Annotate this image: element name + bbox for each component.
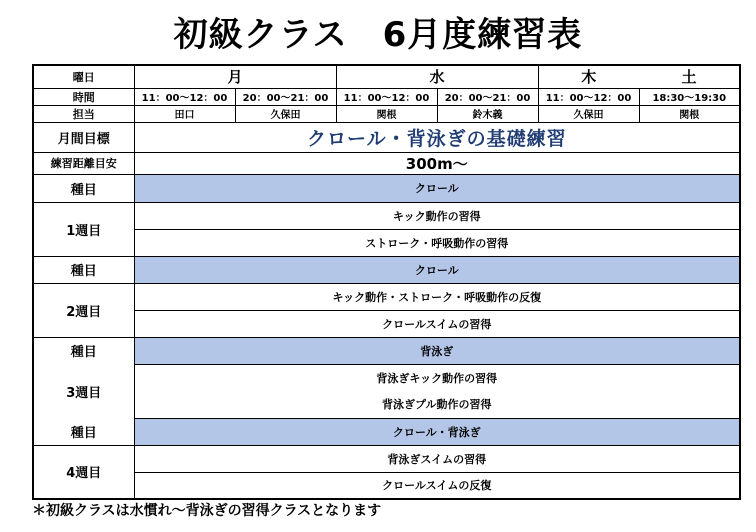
event-value: クロール: [134, 174, 740, 202]
time-cell: 11：00～12：00: [336, 88, 437, 105]
event-row: [33, 418, 740, 445]
week-item-row: [33, 472, 740, 499]
week-label: 2週目: [33, 283, 134, 337]
week-item: キック動作の習得: [134, 202, 740, 229]
week-label: 4週目: [33, 445, 134, 499]
day-saturday: 土: [639, 65, 740, 88]
day-monday: 月: [134, 65, 336, 88]
week-label: 3週目: [33, 364, 134, 418]
page-title: 初級クラス 6月度練習表: [173, 15, 583, 55]
time-cell: 18:30～19:30: [639, 88, 740, 105]
distance-row: [33, 152, 740, 174]
week-item: クロールスイムの習得: [134, 310, 740, 337]
distance-value: 300m～: [134, 152, 740, 174]
week-item: 背泳ぎスイムの習得: [134, 445, 740, 472]
week-item-row: [33, 391, 740, 418]
staff-cell: 久保田: [538, 105, 639, 122]
week-item-row: [33, 283, 740, 310]
event-value: クロール・背泳ぎ: [134, 418, 740, 445]
distance-label: 練習距離目安: [33, 152, 134, 174]
week-item-row: [33, 364, 740, 391]
monthly-goal-row: [33, 122, 740, 152]
footnote: ＊初級クラスは水慣れ～背泳ぎの習得クラスとなります: [32, 503, 382, 519]
staff-row: [33, 105, 740, 122]
week-item: キック動作・ストローク・呼吸動作の反復: [134, 283, 740, 310]
event-row: [33, 256, 740, 283]
week-item-row: [33, 310, 740, 337]
weekday-label: 曜日: [33, 65, 134, 88]
event-row: [33, 174, 740, 202]
time-cell: 20：00～21：00: [235, 88, 336, 105]
monthly-goal-label: 月間目標: [33, 122, 134, 152]
staff-cell: 久保田: [235, 105, 336, 122]
week-item: 背泳ぎプル動作の習得: [134, 391, 740, 418]
time-cell: 11：00～12：00: [538, 88, 639, 105]
time-cell: 20：00～21：00: [437, 88, 538, 105]
time-label: 時間: [33, 88, 134, 105]
event-value: 背泳ぎ: [134, 337, 740, 364]
week-item-row: [33, 202, 740, 229]
time-row: [33, 88, 740, 105]
event-label: 種目: [33, 174, 134, 202]
event-label: 種目: [33, 337, 134, 364]
staff-cell: 鈴木義: [437, 105, 538, 122]
staff-label: 担当: [33, 105, 134, 122]
week-item-row: [33, 445, 740, 472]
week-item-row: [33, 229, 740, 256]
week-item: 背泳ぎキック動作の習得: [134, 364, 740, 391]
schedule-table: [32, 64, 741, 500]
staff-cell: 関根: [336, 105, 437, 122]
monthly-goal: クロール・背泳ぎの基礎練習: [134, 122, 740, 152]
event-row: [33, 337, 740, 364]
day-thursday: 木: [538, 65, 639, 88]
time-cell: 11：00～12：00: [134, 88, 235, 105]
event-label: 種目: [33, 256, 134, 283]
staff-cell: 関根: [639, 105, 740, 122]
event-label: 種目: [33, 418, 134, 445]
week-item: ストローク・呼吸動作の習得: [134, 229, 740, 256]
week-item: クロールスイムの反復: [134, 472, 740, 499]
week-label: 1週目: [33, 202, 134, 256]
staff-cell: 田口: [134, 105, 235, 122]
day-wednesday: 水: [336, 65, 538, 88]
event-value: クロール: [134, 256, 740, 283]
weekday-row: [33, 65, 740, 88]
